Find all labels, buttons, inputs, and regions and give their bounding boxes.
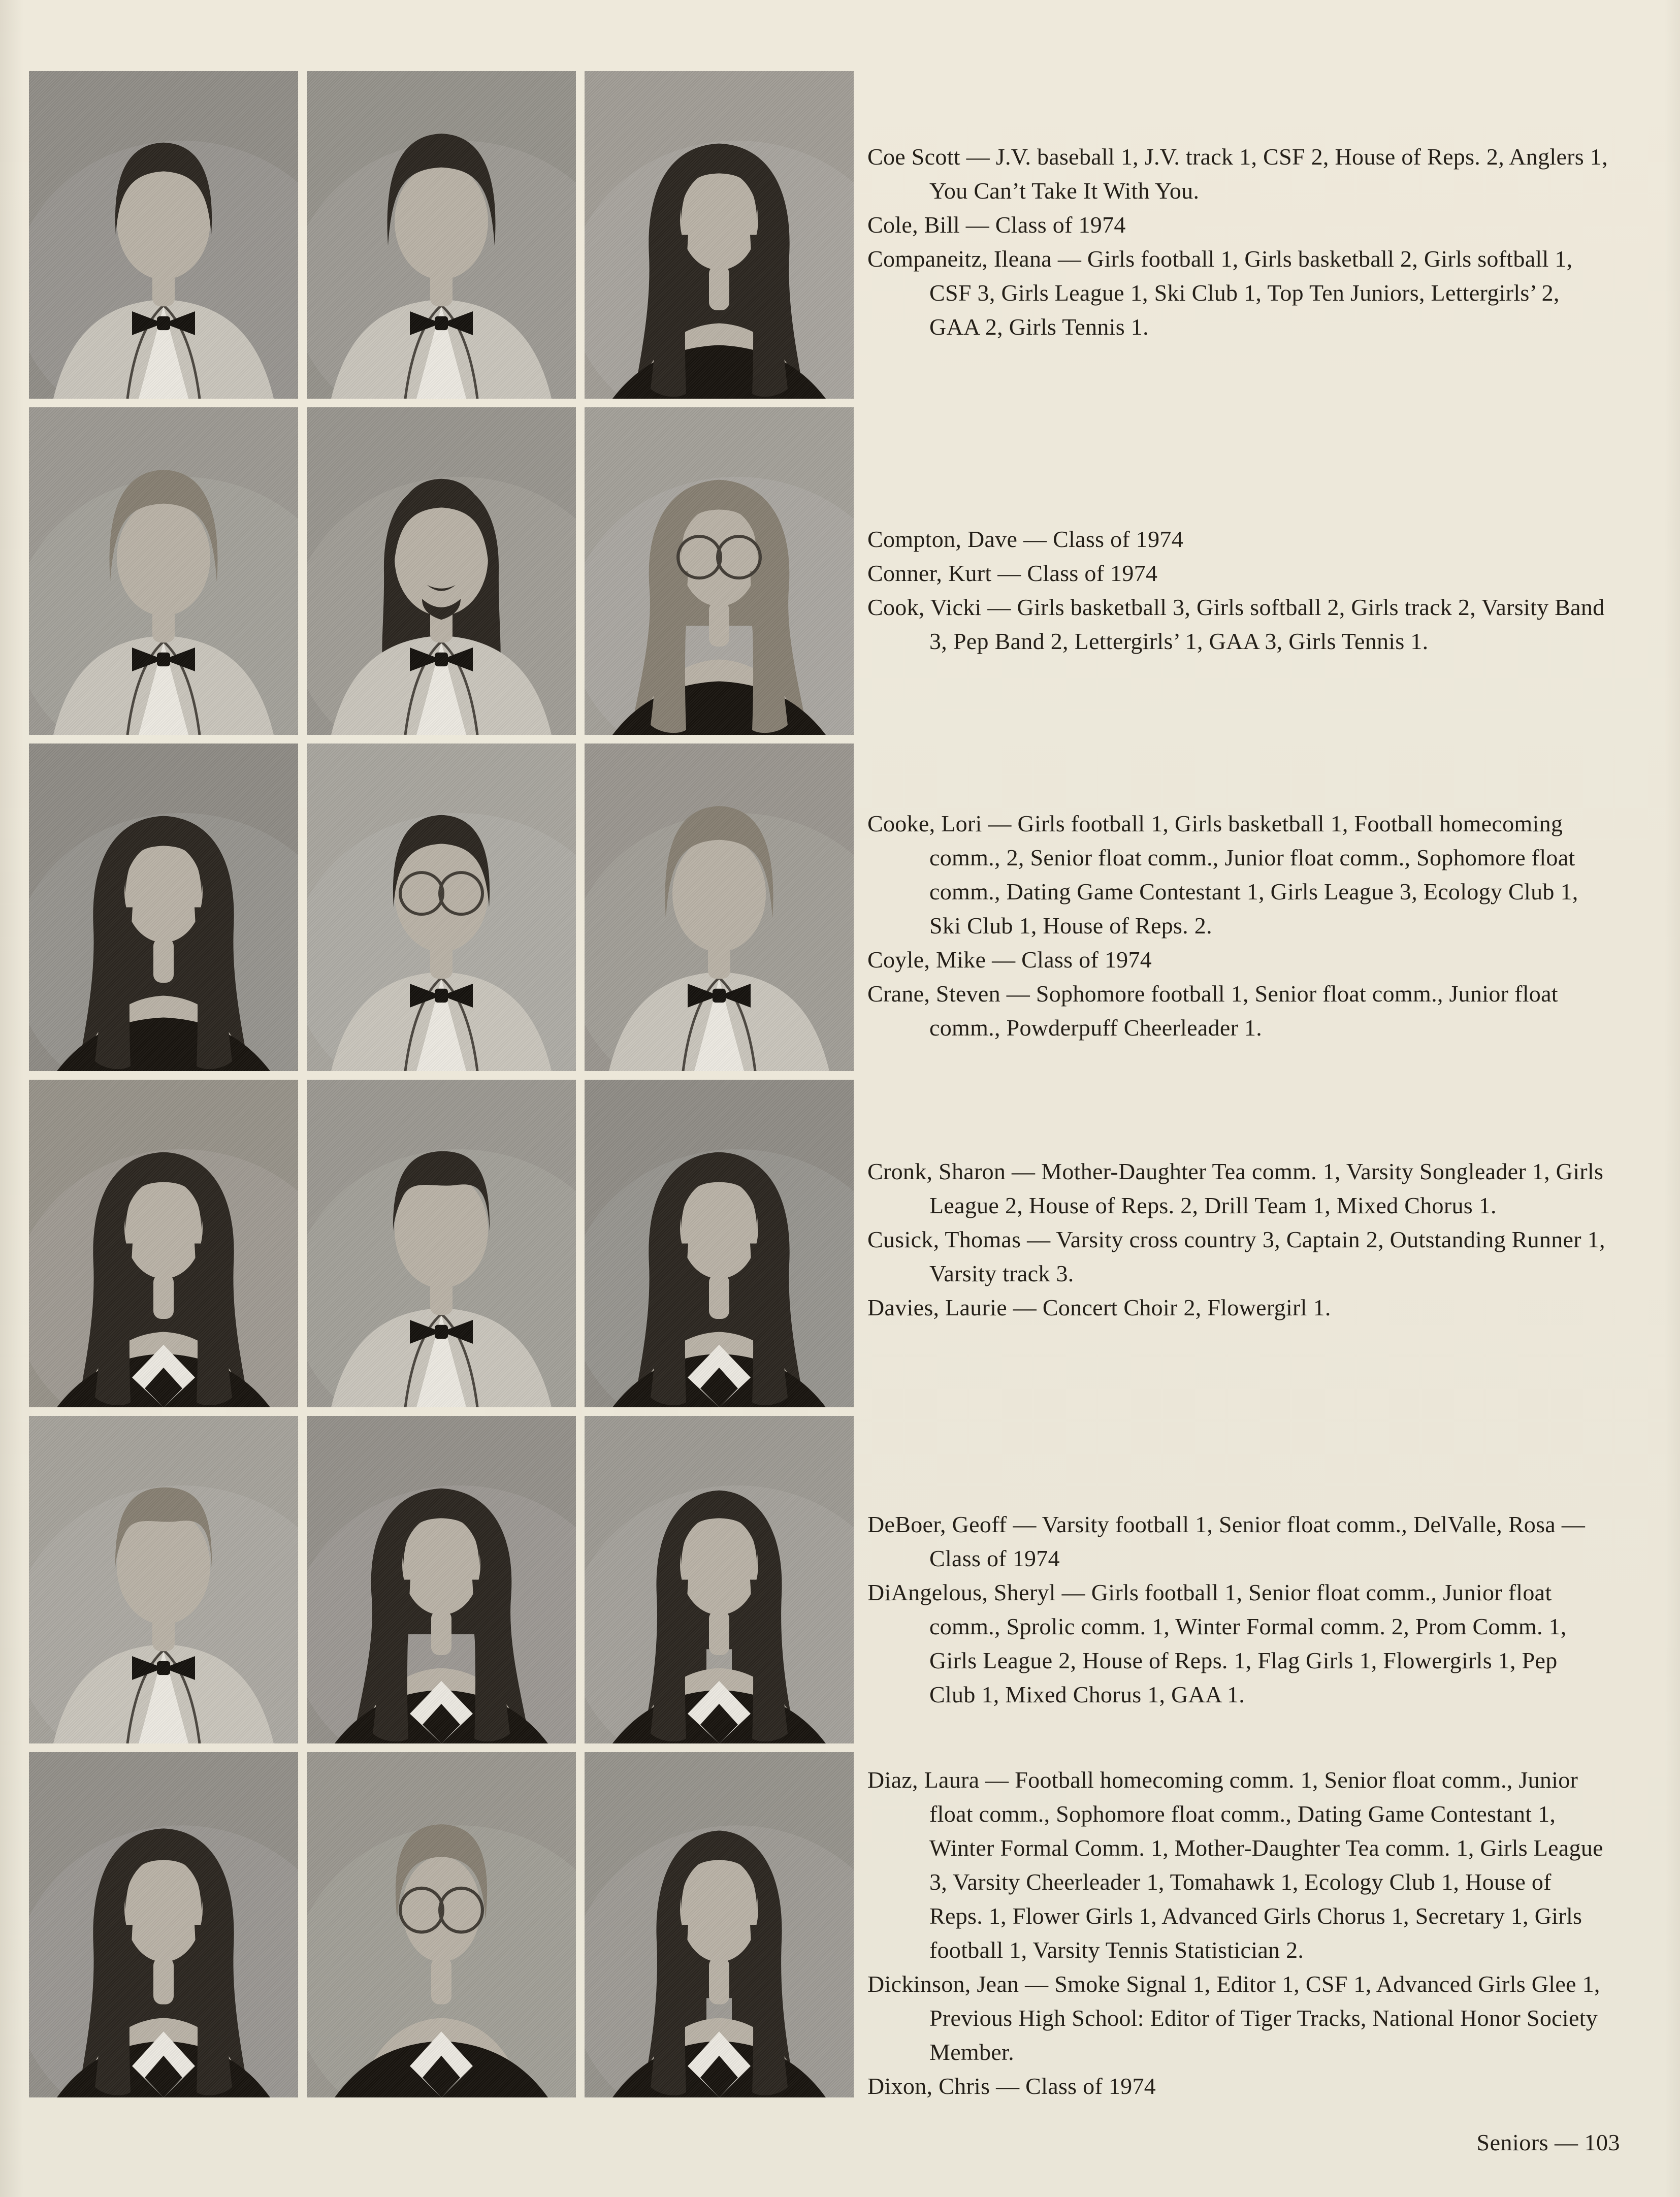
roster-block bbox=[867, 1763, 1608, 2103]
roster-block bbox=[867, 806, 1608, 1045]
roster-entry: Cooke, Lori — Girls football 1, Girls basketball 1, Football homecoming comm., 2, Senior float comm., Junior float comm., Sophomore float comm., Dating Game Contestant 1, Girls League 3, Ecology Club 1, Ski Club 1, House of Reps. 2. bbox=[867, 811, 1578, 939]
roster-entry: Davies, Laurie — Concert Choir 2, Flowergirl 1. bbox=[867, 1295, 1331, 1320]
portrait-photo bbox=[307, 407, 576, 735]
roster-entry: Cusick, Thomas — Varsity cross country 3, Captain 2, Outstanding Runner 1, Varsity track 3. bbox=[867, 1226, 1605, 1286]
roster-block bbox=[867, 1507, 1608, 1711]
roster-entry: Cronk, Sharon — Mother-Daughter Tea comm. 1, Varsity Songleader 1, Girls League 2, House of Reps. 2, Drill Team 1, Mixed Chorus 1. bbox=[867, 1158, 1604, 1218]
roster-block bbox=[867, 522, 1608, 658]
roster-entry: Crane, Steven — Sophomore football 1, Senior float comm., Junior float comm., Powderpuff Cheerleader 1. bbox=[867, 981, 1558, 1041]
roster-entry: Dickinson, Jean — Smoke Signal 1, Editor 1, CSF 1, Advanced Girls Glee 1, Previous High School: Editor of Tiger Tracks, National Honor Society Member. bbox=[867, 1971, 1600, 2065]
portrait-photo bbox=[307, 1752, 576, 2097]
portrait-photo bbox=[29, 744, 298, 1071]
page-number: Seniors — 103 bbox=[1476, 2129, 1620, 2155]
roster-entry: Dixon, Chris — Class of 1974 bbox=[867, 2073, 1156, 2099]
portrait-photo bbox=[585, 1080, 854, 1407]
portrait-photo bbox=[29, 1752, 298, 2097]
portrait-photo bbox=[585, 1416, 854, 1743]
roster-entry: Conner, Kurt — Class of 1974 bbox=[867, 560, 1158, 586]
roster-block bbox=[867, 140, 1608, 344]
roster-entry: Coyle, Mike — Class of 1974 bbox=[867, 947, 1152, 973]
portrait-photo bbox=[585, 71, 854, 399]
portrait-photo bbox=[585, 407, 854, 735]
portrait-photo bbox=[307, 1416, 576, 1743]
roster-entry: Cook, Vicki — Girls basketball 3, Girls softball 2, Girls track 2, Varsity Band 3, Pep Band 2, Lettergirls’ 1, GAA 3, Girls Tennis 1. bbox=[867, 594, 1605, 654]
portrait-photo bbox=[585, 1752, 854, 2097]
roster-block bbox=[867, 1154, 1608, 1324]
portrait-photo bbox=[307, 1080, 576, 1407]
photo-grid bbox=[29, 71, 854, 2097]
roster-entry: Coe Scott — J.V. baseball 1, J.V. track 1, CSF 2, House of Reps. 2, Anglers 1, You Can’t Take It With You. bbox=[867, 144, 1608, 204]
portrait-photo bbox=[307, 71, 576, 399]
portrait-photo bbox=[307, 744, 576, 1071]
portrait-photo bbox=[29, 1080, 298, 1407]
portrait-photo bbox=[29, 71, 298, 399]
roster-entry: Compton, Dave — Class of 1974 bbox=[867, 526, 1183, 552]
roster-entry: Cole, Bill — Class of 1974 bbox=[867, 212, 1126, 238]
portrait-photo bbox=[29, 407, 298, 735]
roster-entry: Diaz, Laura — Football homecoming comm. 1, Senior float comm., Junior float comm., Sophomore float comm., Dating Game Contestant 1, Winter Formal Comm. 1, Mother-Daughter Tea comm. 1, Girls League 3, Varsity Cheerleader 1, Tomahawk 1, Ecology Club 1, House of Reps. 1, Flower Girls 1, Advanced Girls Chorus 1, Secretary 1, Girls football 1, Varsity Tennis Statistician 2. bbox=[867, 1767, 1603, 1963]
portrait-photo bbox=[585, 744, 854, 1071]
roster-entry: DiAngelous, Sheryl — Girls football 1, Senior float comm., Junior float comm., Sprolic comm. 1, Winter Formal comm. 2, Prom Comm. 1, Girls League 2, House of Reps. 1, Flag Girls 1, Flowergirls 1, Pep Club 1, Mixed Chorus 1, GAA 1. bbox=[867, 1579, 1567, 1707]
portrait-photo bbox=[29, 1416, 298, 1743]
roster-entry: DeBoer, Geoff — Varsity football 1, Senior float comm., DelValle, Rosa — Class of 1974 bbox=[867, 1511, 1586, 1571]
roster-entry: Companeitz, Ileana — Girls football 1, Girls basketball 2, Girls softball 1, CSF 3, Girls League 1, Ski Club 1, Top Ten Juniors, Lettergirls’ 2, GAA 2, Girls Tennis 1. bbox=[867, 246, 1573, 340]
